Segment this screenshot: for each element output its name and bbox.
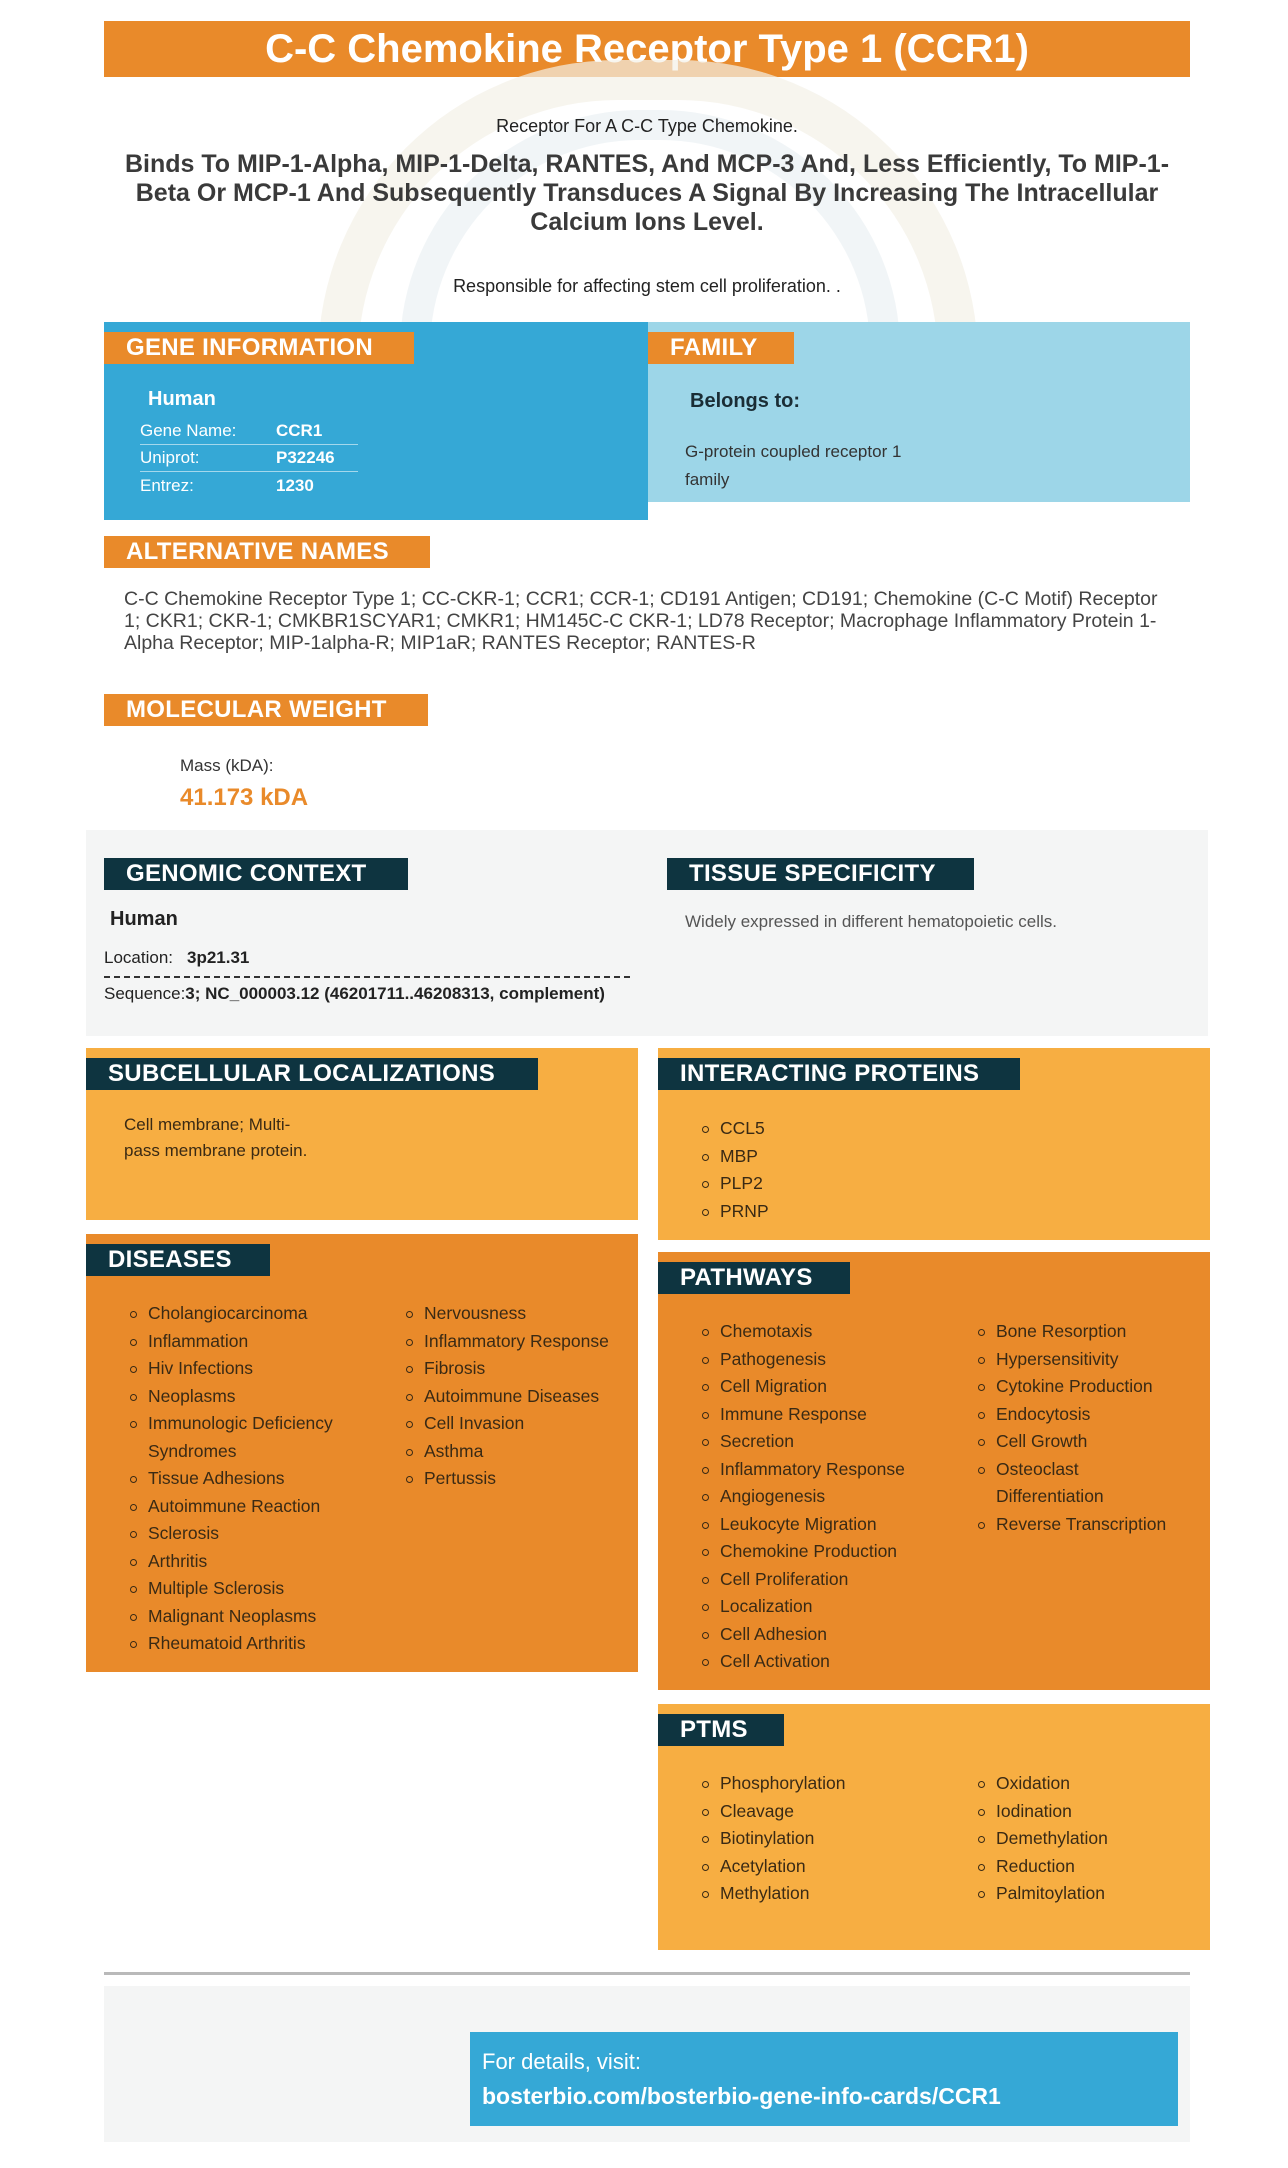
list-item: Chemotaxis (700, 1318, 960, 1346)
list-item: Phosphorylation (700, 1770, 940, 1798)
footer-visit-label: For details, visit: (482, 2049, 641, 2074)
list-item: Immunologic Deficiency Syndromes (128, 1410, 358, 1465)
mol-weight-heading: MOLECULAR WEIGHT (104, 694, 428, 726)
intro-line-3: Responsible for affecting stem cell proliferation. . (453, 276, 841, 296)
list-item: MBP (700, 1143, 769, 1171)
list-item: Inflammation (128, 1328, 358, 1356)
diseases-list-col2 (404, 1300, 634, 1493)
list-item: Acetylation (700, 1853, 940, 1881)
sequence-value: 3; NC_000003.12 (46201711..46208313, complement) (185, 984, 605, 1003)
subcellular-heading: SUBCELLULAR LOCALIZATIONS (86, 1058, 538, 1090)
list-item: Sclerosis (128, 1520, 358, 1548)
footer-divider (104, 1972, 1190, 1975)
gene-info-table (140, 418, 358, 499)
list-item: Asthma (404, 1438, 634, 1466)
mass-value: 41.173 kDA (180, 784, 309, 811)
intro-line-2: Binds To MIP-1-Alpha, MIP-1-Delta, RANTES, And MCP-3 And, Less Efficiently, To MIP-1- Beta Or MCP-1 And Subsequently Transduces A Signal By Increasing The Intracellular Calcium Ions Level. (124, 150, 1170, 236)
list-item: PLP2 (700, 1170, 769, 1198)
family-heading: FAMILY (648, 332, 794, 364)
list-item: Arthritis (128, 1548, 358, 1576)
mass-label: Mass (kDA): (180, 756, 274, 775)
list-item: Endocytosis (976, 1401, 1196, 1429)
list-item: Multiple Sclerosis (128, 1575, 358, 1603)
tissue-text: Widely expressed in different hematopoietic cells. (685, 912, 1057, 931)
list-item: Reduction (976, 1853, 1196, 1881)
gene-row-value: 1230 (276, 475, 314, 495)
gene-row-key: Entrez: (140, 475, 194, 495)
pathways-heading: PATHWAYS (658, 1262, 850, 1294)
list-item: Localization (700, 1593, 960, 1621)
list-item: PRNP (700, 1198, 769, 1226)
list-item: Immune Response (700, 1401, 960, 1429)
alt-names-text: C-C Chemokine Receptor Type 1; CC-CKR-1; CCR1; CCR-1; CD191 Antigen; CD191; Chemokine (C-C Motif) Receptor 1; CKR1; CKR-1; CMKBR1SCYAR1; CMKR1; HM145C-C CKR-1; LD78 Receptor; Macrophage Inflammatory Protein 1-Alpha Receptor; MIP-1alpha-R; MIP1aR; RANTES Receptor; RANTES-R (124, 588, 1158, 654)
list-item: Reverse Transcription (976, 1511, 1196, 1539)
list-item: Osteoclast Differentiation (976, 1456, 1126, 1511)
genomic-divider (104, 976, 630, 978)
list-item: Cleavage (700, 1798, 940, 1826)
list-item: Inflammatory Response (404, 1328, 634, 1356)
family-text: G-protein coupled receptor 1 family (685, 442, 902, 489)
footer-details-box (470, 2032, 1178, 2126)
interacting-list (700, 1115, 769, 1225)
page-title: C-C Chemokine Receptor Type 1 (CCR1) (104, 21, 1190, 77)
list-item: Nervousness (404, 1300, 634, 1328)
list-item: Methylation (700, 1880, 940, 1908)
ptms-list-col1 (700, 1770, 940, 1908)
list-item: Iodination (976, 1798, 1196, 1826)
list-item: Inflammatory Response (700, 1456, 960, 1484)
pathways-list-col2 (976, 1318, 1196, 1538)
gene-row-key: Uniprot: (140, 448, 200, 467)
list-item: Fibrosis (404, 1355, 634, 1383)
genomic-location (104, 948, 249, 968)
list-item: Hypersensitivity (976, 1346, 1196, 1374)
list-item: Cholangiocarcinoma (128, 1300, 358, 1328)
list-item: Secretion (700, 1428, 960, 1456)
genomic-sequence (104, 984, 605, 1004)
list-item: Autoimmune Reaction (128, 1493, 358, 1521)
genomic-species: Human (110, 908, 178, 930)
list-item: Cell Proliferation (700, 1566, 960, 1594)
gene-row-uniprot (140, 445, 358, 472)
list-item: Neoplasms (128, 1383, 358, 1411)
list-item: Malignant Neoplasms (128, 1603, 358, 1631)
gene-row-value: P32246 (276, 448, 335, 467)
list-item: CCL5 (700, 1115, 769, 1143)
pathways-list-col1 (700, 1318, 960, 1676)
list-item: Cell Adhesion (700, 1621, 960, 1649)
diseases-heading: DISEASES (86, 1244, 270, 1276)
list-item: Angiogenesis (700, 1483, 960, 1511)
list-item: Biotinylation (700, 1825, 940, 1853)
genomic-heading: GENOMIC CONTEXT (104, 858, 408, 890)
family-belongs-label: Belongs to: (690, 390, 800, 412)
list-item: Cell Growth (976, 1428, 1196, 1456)
gene-info-species: Human (148, 388, 216, 410)
tissue-heading: TISSUE SPECIFICITY (667, 858, 974, 890)
gene-row-key: Gene Name: (140, 421, 237, 440)
subcellular-text: Cell membrane; Multi-pass membrane protein. (124, 1115, 308, 1160)
intro-line-1: Receptor For A C-C Type Chemokine. (496, 116, 798, 136)
gene-row-value: CCR1 (276, 421, 323, 440)
ptms-list-col2 (976, 1770, 1196, 1908)
list-item: Palmitoylation (976, 1880, 1196, 1908)
location-label: Location: (104, 948, 173, 967)
gene-row-name (140, 418, 358, 445)
diseases-list-col1 (128, 1300, 358, 1658)
list-item: Cell Migration (700, 1373, 960, 1401)
ptms-heading: PTMS (658, 1714, 784, 1746)
interacting-heading: INTERACTING PROTEINS (658, 1058, 1020, 1090)
list-item: Leukocyte Migration (700, 1511, 960, 1539)
list-item: Rheumatoid Arthritis (128, 1630, 358, 1658)
list-item: Pertussis (404, 1465, 634, 1493)
list-item: Bone Resorption (976, 1318, 1196, 1346)
list-item: Chemokine Production (700, 1538, 960, 1566)
list-item: Pathogenesis (700, 1346, 960, 1374)
gene-row-entrez (140, 472, 358, 499)
list-item: Oxidation (976, 1770, 1196, 1798)
list-item: Tissue Adhesions (128, 1465, 358, 1493)
list-item: Demethylation (976, 1825, 1196, 1853)
list-item: Cell Activation (700, 1648, 960, 1676)
gene-info-heading: GENE INFORMATION (104, 332, 414, 364)
list-item: Hiv Infections (128, 1355, 358, 1383)
list-item: Cytokine Production (976, 1373, 1196, 1401)
list-item: Cell Invasion (404, 1410, 634, 1438)
sequence-label: Sequence: (104, 984, 186, 1003)
list-item: Autoimmune Diseases (404, 1383, 634, 1411)
footer-link[interactable]: bosterbio.com/bosterbio-gene-info-cards/CCR1 (482, 2083, 1001, 2109)
location-value: 3p21.31 (187, 948, 250, 967)
alt-names-heading: ALTERNATIVE NAMES (104, 536, 430, 568)
